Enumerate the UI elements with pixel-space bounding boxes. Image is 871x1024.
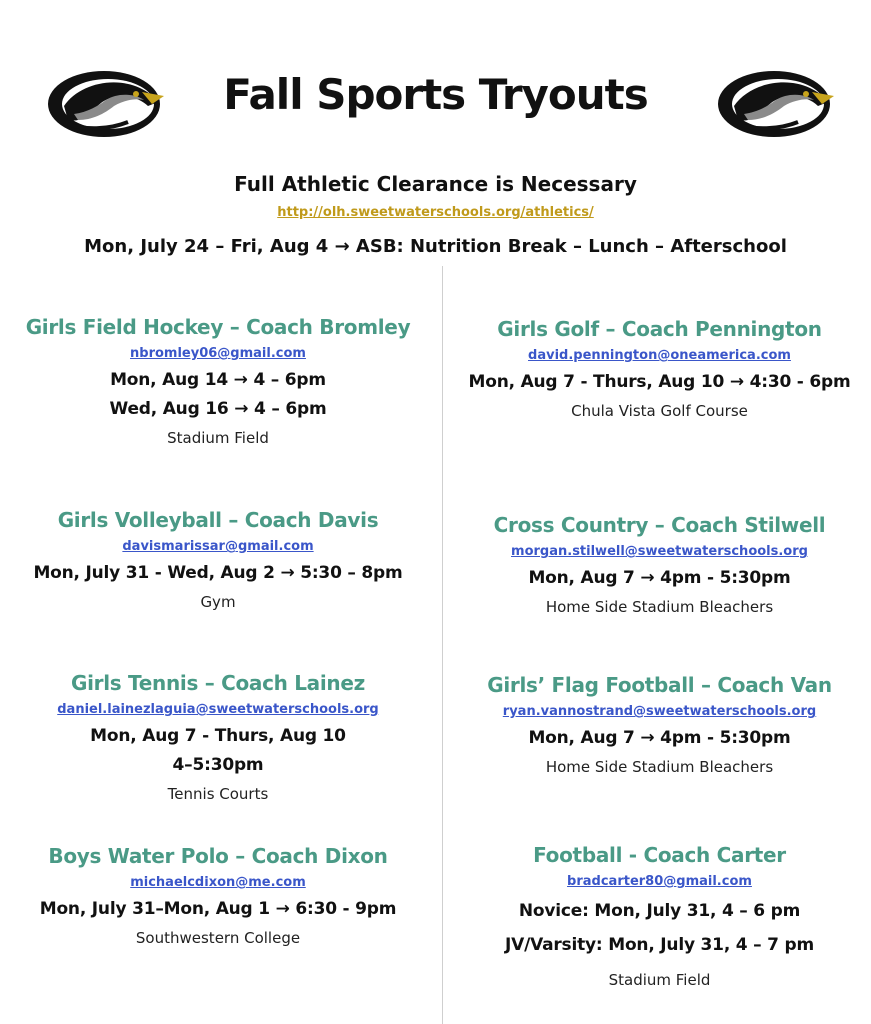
schedule-line: Mon, Aug 7 - Thurs, Aug 10 → 4:30 - 6pm [468, 372, 851, 392]
sport-title: Girls Tennis – Coach Lainez [71, 671, 365, 695]
location: Home Side Stadium Bleachers [545, 598, 774, 616]
column-divider [442, 266, 443, 1024]
location: Stadium Field [167, 429, 269, 447]
sport-title: Girls Field Hockey – Coach Bromley [25, 315, 411, 339]
schedule-line: Wed, Aug 16 → 4 – 6pm [109, 399, 327, 419]
schedule-line: Mon, Aug 7 - Thurs, Aug 10 [90, 726, 346, 746]
coach-email-link[interactable]: michaelcdixon@me.com [130, 875, 306, 890]
location: Gym [200, 593, 236, 611]
athletics-link[interactable]: http://olh.sweetwaterschools.org/athletics/ [277, 205, 594, 220]
sport-title: Football - Coach Carter [533, 843, 786, 867]
coach-email-link[interactable]: nbromley06@gmail.com [130, 346, 306, 361]
coach-email-link[interactable]: davismarissar@gmail.com [122, 539, 314, 554]
schedule-line: JV/Varsity: Mon, July 31, 4 – 7 pm [504, 935, 814, 955]
location: Southwestern College [135, 929, 301, 947]
location: Stadium Field [608, 971, 711, 989]
asb-info: Mon, July 24 – Fri, Aug 4 → ASB: Nutrition Break – Lunch – Afterschool [84, 236, 787, 257]
sport-cross-country [448, 512, 871, 621]
schedule-line: Mon, Aug 7 → 4pm - 5:30pm [528, 728, 791, 748]
sport-title: Girls Volleyball – Coach Davis [57, 508, 379, 532]
sport-tennis [0, 670, 436, 808]
sport-water-polo [0, 843, 436, 952]
page-title: Fall Sports Tryouts [223, 70, 648, 119]
schedule-line: Mon, July 31 - Wed, Aug 2 → 5:30 – 8pm [33, 563, 403, 583]
sport-volleyball [0, 507, 436, 616]
schedule-line: Novice: Mon, July 31, 4 – 6 pm [518, 901, 801, 921]
location: Home Side Stadium Bleachers [545, 758, 774, 776]
coach-email-link[interactable]: bradcarter80@gmail.com [567, 874, 752, 889]
sport-golf [448, 316, 871, 425]
clearance-notice: Full Athletic Clearance is Necessary [234, 172, 637, 196]
clearance-link-wrap [0, 205, 871, 220]
sport-flag-football [448, 672, 871, 781]
sport-field-hockey [0, 314, 436, 452]
sport-title: Girls’ Flag Football – Coach Van [487, 673, 832, 697]
schedule-line: Mon, July 31–Mon, Aug 1 → 6:30 - 9pm [39, 899, 397, 919]
coach-email-link[interactable]: morgan.stilwell@sweetwaterschools.org [511, 544, 808, 559]
schedule-line: 4–5:30pm [172, 755, 264, 775]
sport-title: Cross Country – Coach Stilwell [493, 513, 826, 537]
sport-title: Boys Water Polo – Coach Dixon [48, 844, 388, 868]
sport-title: Girls Golf – Coach Pennington [497, 317, 822, 341]
schedule-line: Mon, Aug 7 → 4pm - 5:30pm [528, 568, 791, 588]
hawk-logo-icon [714, 66, 840, 140]
schedule-line: Mon, Aug 14 → 4 – 6pm [110, 370, 326, 390]
coach-email-link[interactable]: daniel.lainezlaguia@sweetwaterschools.org [57, 702, 379, 717]
coach-email-link[interactable]: david.pennington@oneamerica.com [528, 348, 791, 363]
sport-football [448, 842, 871, 998]
page-header [0, 60, 871, 150]
location: Tennis Courts [167, 785, 269, 803]
location: Chula Vista Golf Course [571, 402, 748, 420]
coach-email-link[interactable]: ryan.vannostrand@sweetwaterschools.org [502, 704, 817, 719]
